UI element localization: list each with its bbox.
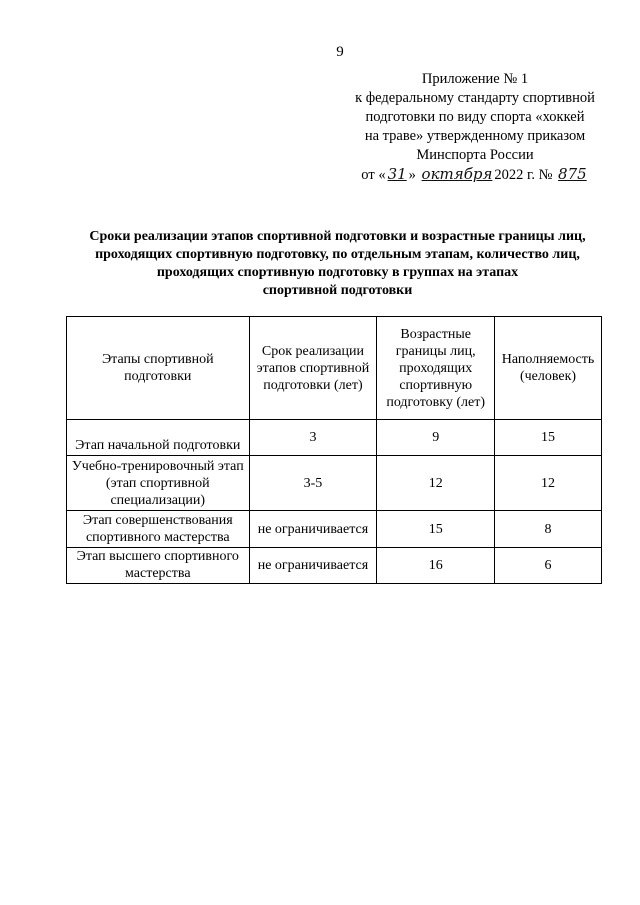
title-line: проходящих спортивную подготовку в группах на этапах — [156, 265, 519, 280]
header-age: Возрастные границы лиц, проходящих спортивную подготовку (лет) — [377, 317, 495, 420]
title-line: проходящих спортивную подготовку, по отдельным этапам, количество лиц, — [95, 247, 580, 262]
appendix-line: на траве» утвержденному приказом — [364, 128, 586, 144]
stage-duration: 3-5 — [249, 456, 377, 511]
header-duration: Срок реализации этапов спортивной подготовки (лет) — [249, 317, 377, 420]
appendix-block — [330, 70, 620, 185]
stage-name: Этап высшего спортивного мастерства — [67, 548, 250, 584]
header-stages: Этапы спортивной подготовки — [67, 317, 250, 420]
stage-name: Этап совершенствования спортивного мастерства — [67, 511, 250, 548]
handwritten-month: октября — [421, 165, 493, 183]
stage-duration: не ограничивается — [249, 548, 377, 584]
table-row — [67, 511, 602, 548]
stage-age: 16 — [377, 548, 495, 584]
appendix-line: Приложение № 1 — [421, 71, 529, 87]
table-row — [67, 420, 602, 456]
order-date-line — [330, 165, 620, 185]
page-number: 9 — [336, 44, 344, 60]
table-header-row — [67, 317, 602, 420]
stage-size: 6 — [495, 548, 602, 584]
title-line: спортивной подготовки — [262, 283, 413, 298]
stage-age: 9 — [377, 420, 495, 456]
quote-close: » — [408, 167, 416, 183]
appendix-line: подготовки по виду спорта «хоккей — [365, 109, 585, 125]
appendix-line: Минспорта России — [416, 147, 534, 163]
table-row — [67, 548, 602, 584]
title-line: Сроки реализации этапов спортивной подготовки и возрастные границы лиц, — [89, 229, 586, 244]
stage-size: 12 — [495, 456, 602, 511]
handwritten-day: 31 — [387, 165, 407, 183]
stage-size: 15 — [495, 420, 602, 456]
year-part: 2022 г. № — [494, 167, 553, 183]
document-title — [60, 228, 615, 300]
table-row — [67, 456, 602, 511]
stage-duration: 3 — [249, 420, 377, 456]
stage-size: 8 — [495, 511, 602, 548]
handwritten-order-number: 875 — [558, 165, 587, 183]
stage-duration: не ограничивается — [249, 511, 377, 548]
stage-age: 15 — [377, 511, 495, 548]
header-group-size: Наполняемость (человек) — [495, 317, 602, 420]
date-prefix: от « — [361, 167, 386, 183]
stage-name: Этап начальной подготовки — [67, 420, 250, 456]
stage-age: 12 — [377, 456, 495, 511]
stages-table — [66, 316, 602, 584]
appendix-line: к федеральному стандарту спортивной — [355, 90, 595, 106]
stage-name: Учебно-тренировочный этап (этап спортивной специализации) — [67, 456, 250, 511]
